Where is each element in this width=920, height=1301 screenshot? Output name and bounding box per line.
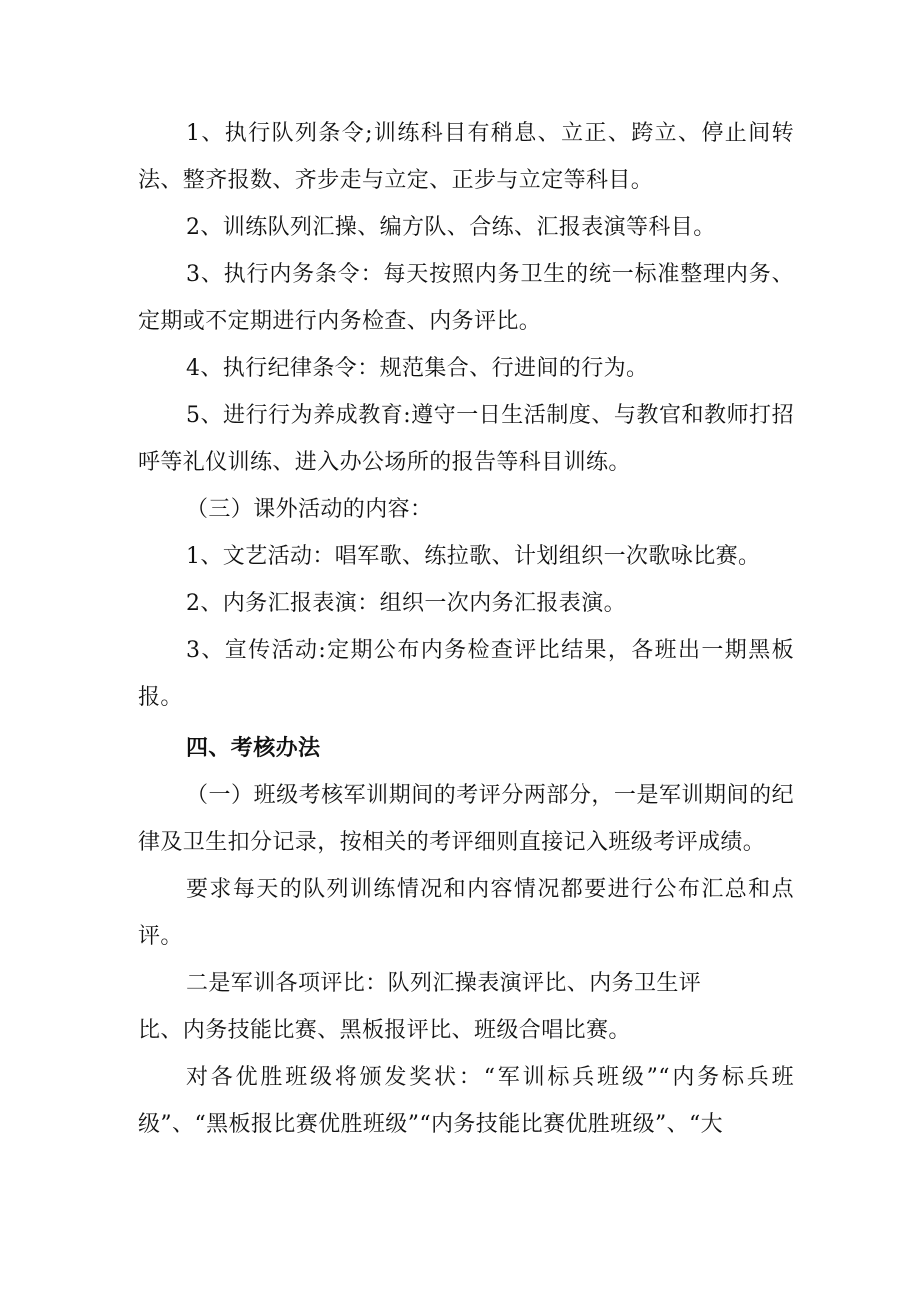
paragraph-awards: 对各优胜班级将颁发奖状：“军训标兵班级”“内务标兵班级”、“黑板报比赛优胜班级”“内务技能比赛优胜班级”、“大 bbox=[138, 1065, 794, 1137]
paragraph-drill-training: 1、执行队列条令;训练科目有稍息、立正、跨立、停止间转法、整齐报数、齐步走与立定、正步与立定等科目。 bbox=[138, 121, 794, 193]
section-extracurricular: （三）课外活动的内容： bbox=[186, 497, 433, 522]
document-body bbox=[138, 110, 794, 1148]
paragraph-evaluations-line2: 比、内务技能比赛、黑板报评比、班级合唱比赛。 bbox=[138, 1018, 631, 1043]
paragraph-arts-activity: 1、文艺活动：唱军歌、练拉歌、计划组织一次歌咏比赛。 bbox=[186, 544, 761, 569]
paragraph-discipline: 4、执行纪律条令：规范集合、行进间的行为。 bbox=[186, 356, 649, 381]
paragraph-publicity: 3、宣传活动:定期公布内务检查评比结果，各班出一期黑板报。 bbox=[138, 638, 794, 710]
section-heading-assessment: 四、考核办法 bbox=[186, 736, 321, 761]
paragraph-housekeeping: 3、执行内务条令：每天按照内务卫生的统一标准整理内务、定期或不定期进行内务检查、内务评比。 bbox=[138, 262, 794, 334]
paragraph-behavior-education: 5、进行行为养成教育:遵守一日生活制度、与教官和教师打招呼等礼仪训练、进入办公场所的报告等科目训练。 bbox=[138, 403, 794, 475]
paragraph-class-assessment: （一）班级考核军训期间的考评分两部分，一是军训期间的纪律及卫生扣分记录，按相关的考评细则直接记入班级考评成绩。 bbox=[138, 783, 794, 855]
paragraph-daily-review: 要求每天的队列训练情况和内容情况都要进行公布汇总和点评。 bbox=[138, 877, 794, 949]
paragraph-evaluations-line1: 二是军训各项评比：队列汇操表演评比、内务卫生评 bbox=[186, 971, 702, 996]
paragraph-parade-practice: 2、训练队列汇操、编方队、合练、汇报表演等科目。 bbox=[186, 215, 716, 240]
paragraph-housekeeping-show: 2、内务汇报表演：组织一次内务汇报表演。 bbox=[186, 591, 626, 616]
